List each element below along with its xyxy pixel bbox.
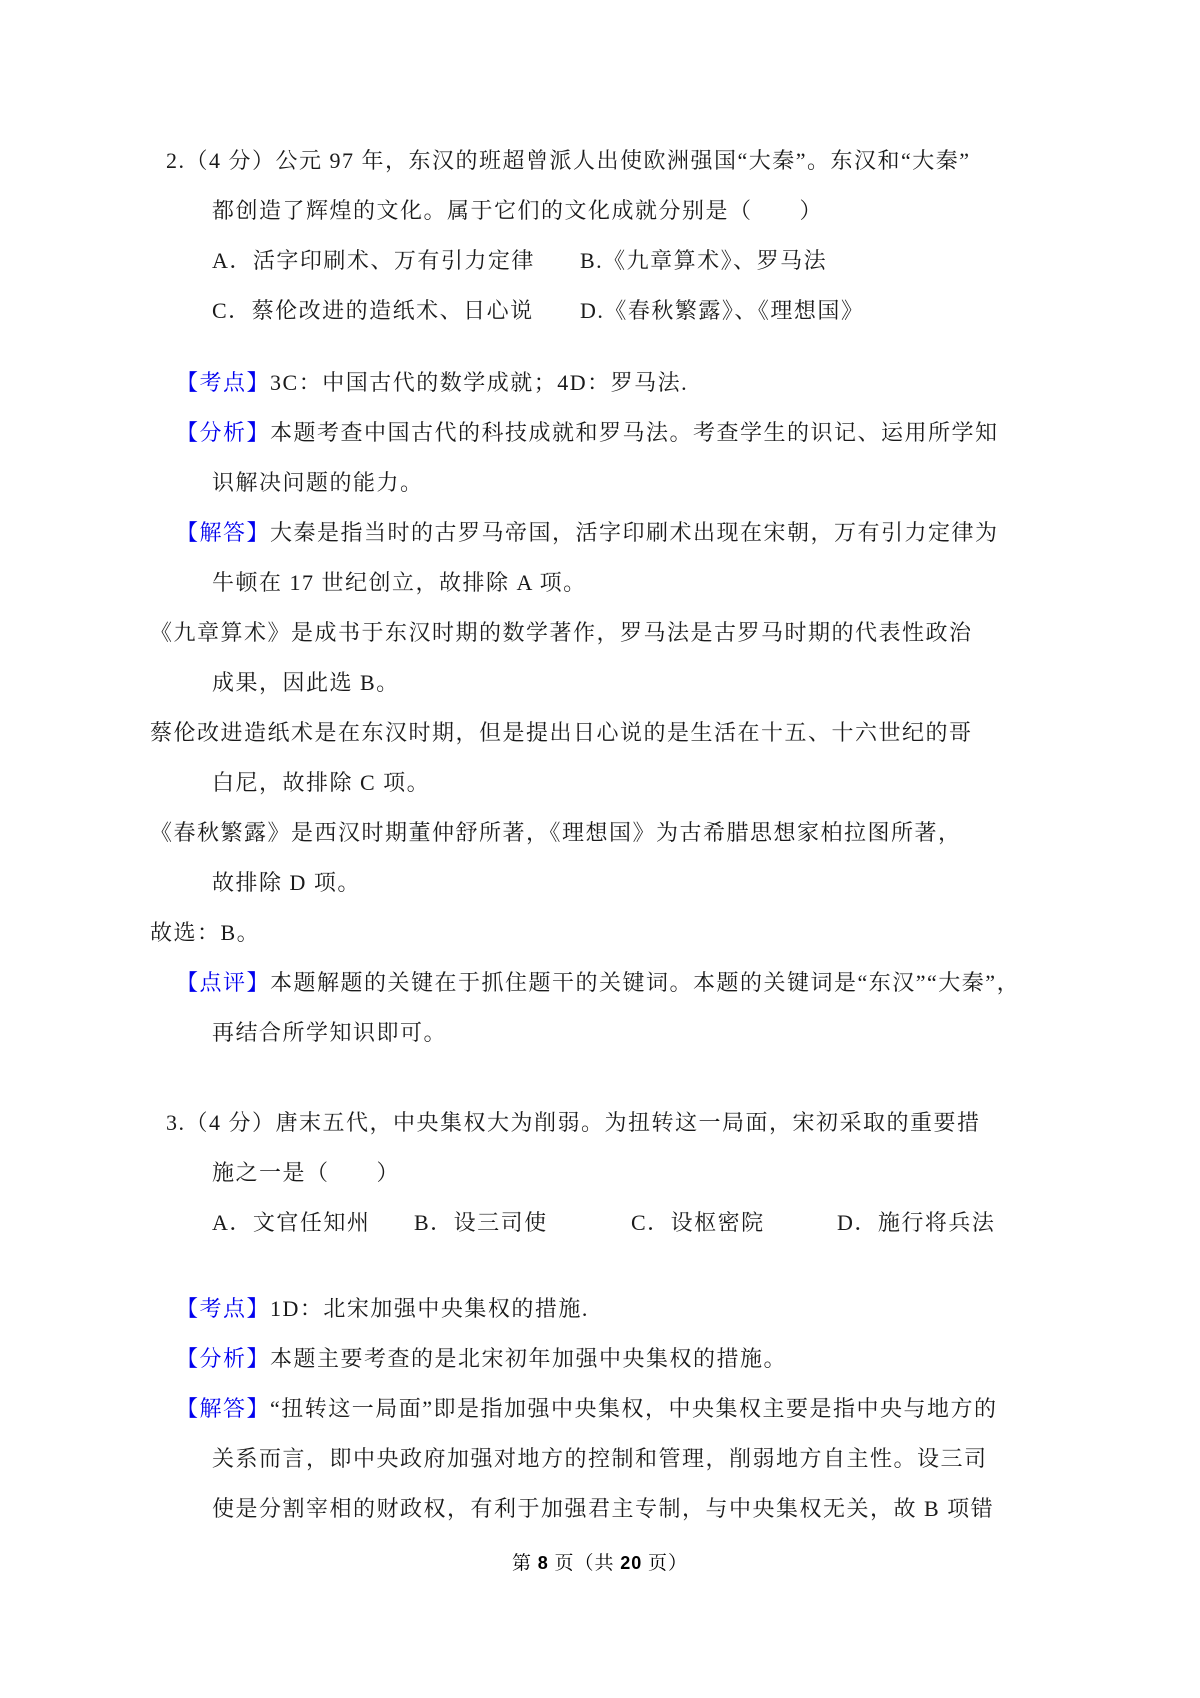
q3-kaodian-text: 1D：北宋加强中央集权的措施. xyxy=(270,1296,589,1321)
q2-options-row2 xyxy=(150,286,1060,336)
q3-option-d: D．施行将兵法 xyxy=(837,1210,996,1235)
q2-stem-line1: 2.（4 分）公元 97 年，东汉的班超曾派人出使欧洲强国“大秦”。东汉和“大秦” xyxy=(166,148,971,173)
q3-option-c: C．设枢密院 xyxy=(631,1210,765,1235)
q2-option-d: D.《春秋繁露》、《理想国》 xyxy=(580,298,865,323)
q2-para3-line2: 故排除 D 项。 xyxy=(212,870,361,895)
q2-dianping-line2: 再结合所学知识即可。 xyxy=(212,1020,448,1045)
kaodian-label: 【考点】 xyxy=(176,1296,271,1321)
footer-page-number: 8 xyxy=(537,1553,549,1573)
q3-jieda-text1: “扭转这一局面”即是指加强中央集权，中央集权主要是指中央与地方的 xyxy=(270,1396,998,1421)
q2-dianping-text1: 本题解题的关键在于抓住题干的关键词。本题的关键词是“东汉”“大秦”， xyxy=(270,970,1021,995)
dianping-label: 【点评】 xyxy=(176,970,271,995)
q3-kaodian-line xyxy=(150,1284,1060,1334)
footer-middle: 页（共 xyxy=(548,1553,621,1574)
q3-stem-line2: 施之一是（ ） xyxy=(212,1160,401,1185)
jieda-label: 【解答】 xyxy=(176,520,271,545)
footer-suffix: 页） xyxy=(642,1553,689,1574)
q3-fenxi-line xyxy=(150,1334,1060,1384)
q2-option-c: C．蔡伦改进的造纸术、日心说 xyxy=(212,298,534,323)
q2-option-b: B.《九章算术》、罗马法 xyxy=(580,248,828,273)
q2-para1-line2: 成果，因此选 B。 xyxy=(212,670,400,695)
jieda-label: 【解答】 xyxy=(176,1396,271,1421)
q2-dianping-line1 xyxy=(150,958,1060,1008)
q2-options-row1 xyxy=(150,236,1060,286)
q2-conclusion: 故选：B。 xyxy=(150,920,261,945)
q2-fenxi-text1: 本题考查中国古代的科技成就和罗马法。考查学生的识记、运用所学知 xyxy=(270,420,999,445)
footer-total-pages: 20 xyxy=(620,1553,643,1573)
q2-jieda-line2: 牛顿在 17 世纪创立，故排除 A 项。 xyxy=(212,570,587,595)
footer-prefix: 第 xyxy=(511,1553,538,1574)
q2-option-a: A．活字印刷术、万有引力定律 xyxy=(212,248,535,273)
q3-option-b: B．设三司使 xyxy=(414,1210,548,1235)
fenxi-label: 【分析】 xyxy=(176,420,271,445)
fenxi-label: 【分析】 xyxy=(176,1346,271,1371)
q3-stem-line1: 3.（4 分）唐末五代，中央集权大为削弱。为扭转这一局面，宋初采取的重要措 xyxy=(166,1110,981,1135)
q3-option-a: A．文官任知州 xyxy=(212,1210,371,1235)
q2-para3-line1: 《春秋繁露》是西汉时期董仲舒所著，《理想国》为古希腊思想家柏拉图所著， xyxy=(150,820,962,845)
kaodian-label: 【考点】 xyxy=(176,370,271,395)
page-footer xyxy=(0,1548,1200,1575)
q2-kaodian-text: 3C：中国古代的数学成就；4D：罗马法. xyxy=(270,370,689,395)
q3-jieda-line3: 使是分割宰相的财政权，有利于加强君主专制，与中央集权无关，故 B 项错 xyxy=(212,1496,995,1521)
page-content xyxy=(150,136,1060,1534)
q2-fenxi-line1 xyxy=(150,408,1060,458)
q2-kaodian-line xyxy=(150,358,1060,408)
q2-para2-line1: 蔡伦改进造纸术是在东汉时期，但是提出日心说的是生活在十五、十六世纪的哥 xyxy=(150,720,973,745)
q2-para2-line2: 白尼，故排除 C 项。 xyxy=(212,770,431,795)
q2-fenxi-line2: 识解决问题的能力。 xyxy=(212,470,424,495)
q2-jieda-line1 xyxy=(150,508,1060,558)
q2-stem-line2: 都创造了辉煌的文化。属于它们的文化成就分别是（ ） xyxy=(212,198,824,223)
q2-jieda-text1: 大秦是指当时的古罗马帝国，活字印刷术出现在宋朝，万有引力定律为 xyxy=(270,520,999,545)
q3-jieda-line2: 关系而言，即中央政府加强对地方的控制和管理，削弱地方自主性。设三司 xyxy=(212,1446,988,1471)
q2-para1-line1: 《九章算术》是成书于东汉时期的数学著作，罗马法是古罗马时期的代表性政治 xyxy=(150,620,973,645)
q3-options-row xyxy=(150,1198,1060,1248)
q3-jieda-line1 xyxy=(150,1384,1060,1434)
q3-fenxi-text: 本题主要考查的是北宋初年加强中央集权的措施。 xyxy=(270,1346,788,1371)
